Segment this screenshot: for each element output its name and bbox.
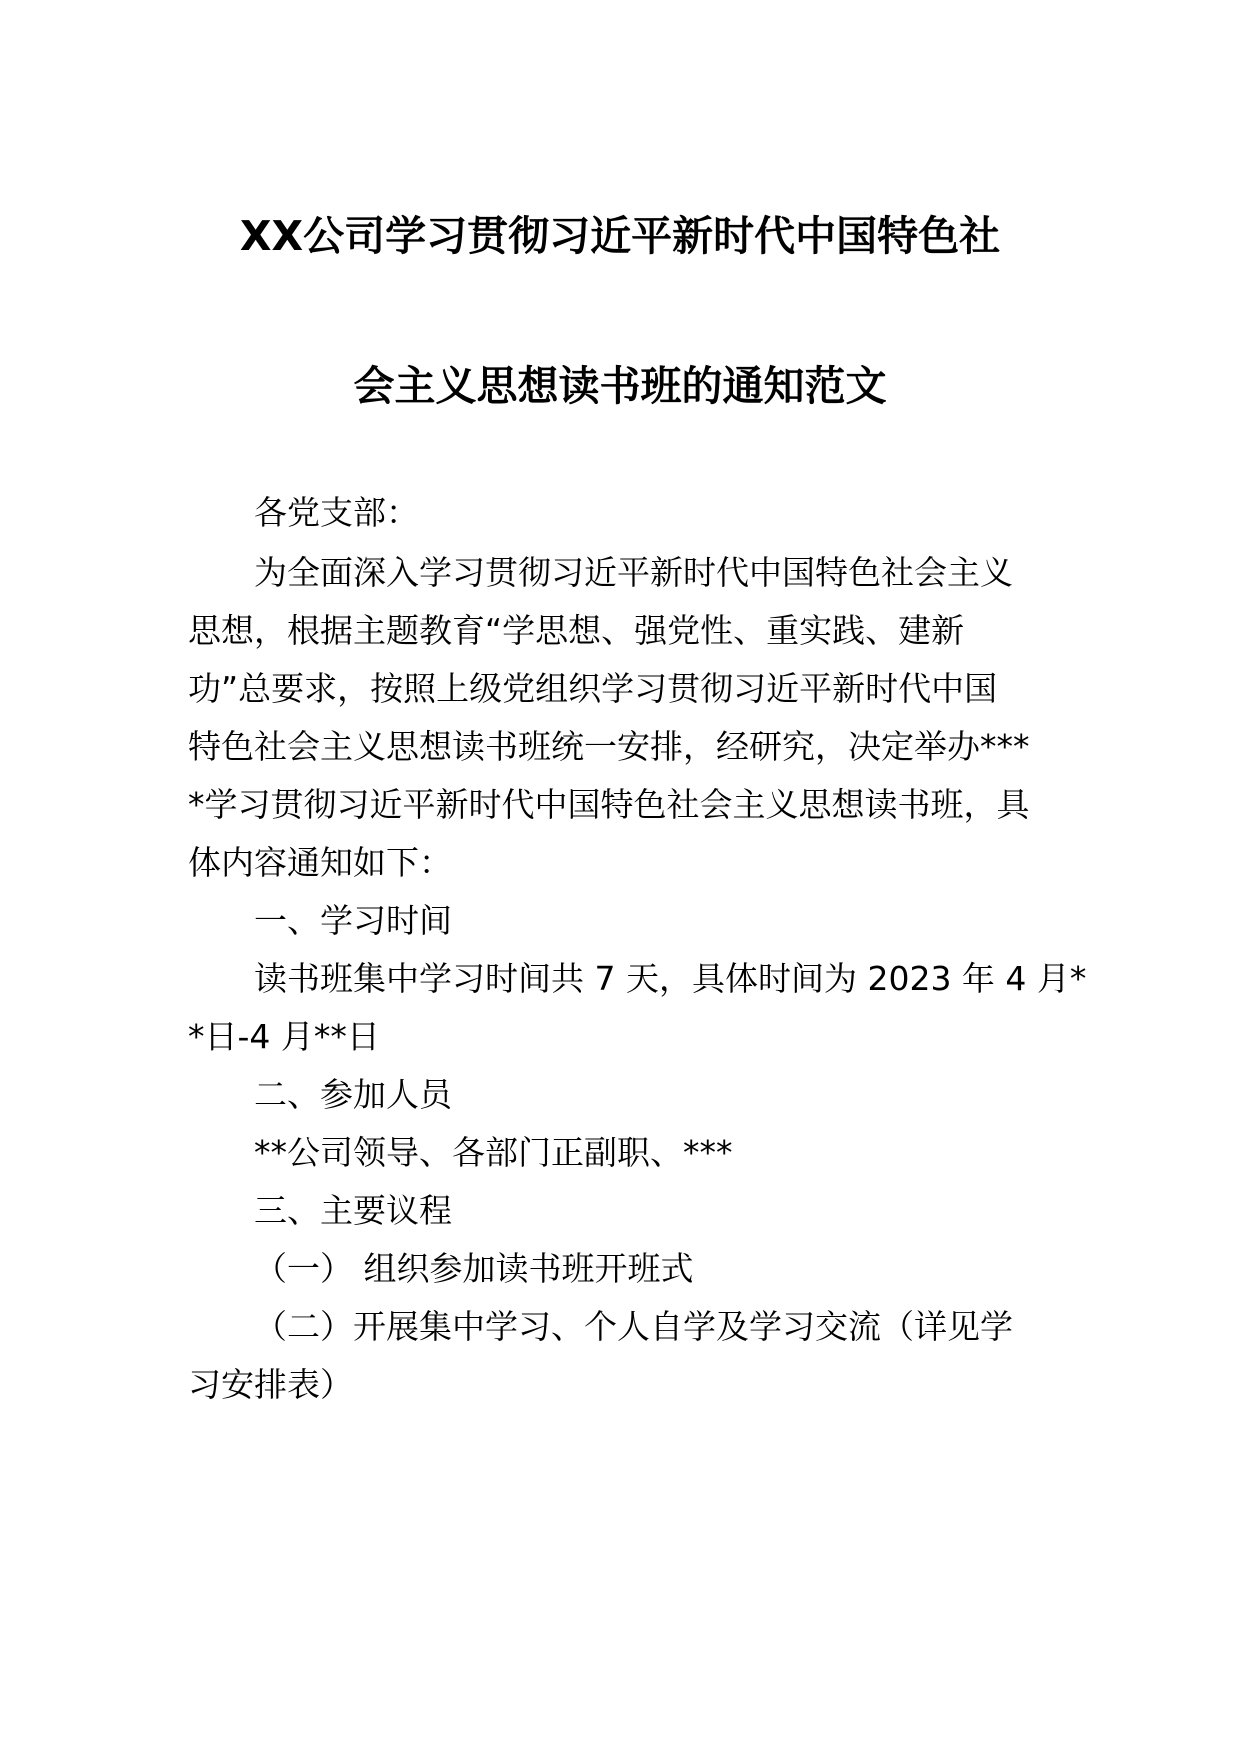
intro-line: 特色社会主义思想读书班统一安排，经研究，决定举办*** [188, 727, 1030, 766]
document-title-line-1: XX公司学习贯彻习近平新时代中国特色社 [239, 212, 1001, 260]
intro-line: 体内容通知如下： [188, 843, 452, 882]
section-heading-time: 一、学习时间 [254, 901, 452, 940]
agenda-item: （一） 组织参加读书班开班式 [254, 1249, 694, 1288]
section-time-line: 读书班集中学习时间共 7 天，具体时间为 2023 年 4 月* [254, 959, 1087, 998]
document-title-line-2: 会主义思想读书班的通知范文 [353, 362, 887, 410]
section-participants-text: **公司领导、各部门正副职、*** [254, 1133, 733, 1172]
agenda-item: （二）开展集中学习、个人自学及学习交流（详见学 [254, 1307, 1013, 1346]
intro-line: *学习贯彻习近平新时代中国特色社会主义思想读书班，具 [188, 785, 1030, 824]
intro-line: 为全面深入学习贯彻习近平新时代中国特色社会主义 [254, 553, 1013, 592]
intro-line: 思想，根据主题教育“学思想、强党性、重实践、建新 [188, 611, 965, 650]
salutation: 各党支部： [254, 493, 419, 532]
intro-line: 功”总要求，按照上级党组织学习贯彻习近平新时代中国 [188, 669, 998, 708]
agenda-item-continued: 习安排表） [188, 1365, 353, 1404]
section-heading-participants: 二、参加人员 [254, 1075, 452, 1114]
section-time-line: *日-4 月**日 [188, 1017, 380, 1056]
section-heading-agenda: 三、主要议程 [254, 1191, 452, 1230]
